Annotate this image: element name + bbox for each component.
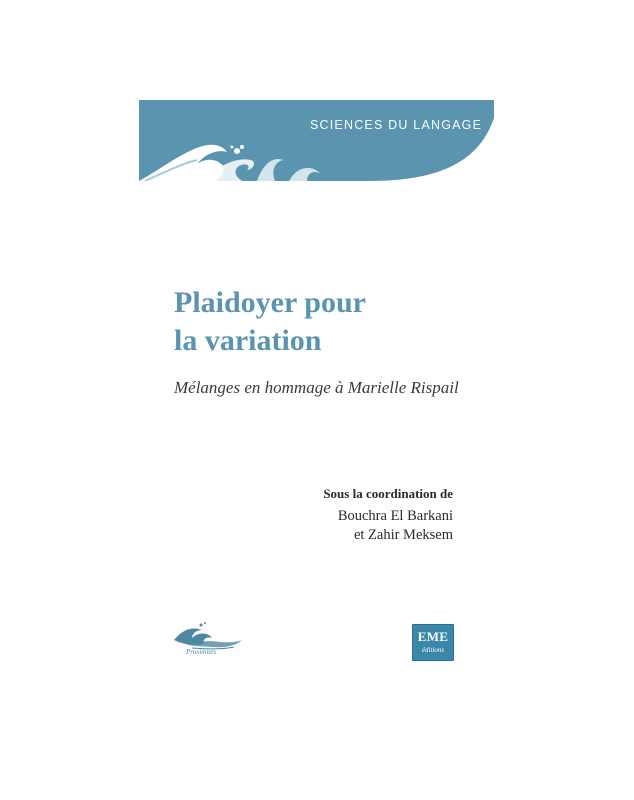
publisher-logo [412, 624, 454, 661]
coordination-block [323, 485, 453, 545]
title-line-2: la variation [174, 324, 322, 357]
series-banner [139, 100, 494, 181]
book-title [174, 284, 366, 360]
series-label: SCIENCES DU LANGAGE [310, 118, 483, 132]
coordinator-name-1: Bouchra El Barkani [337, 508, 453, 524]
publisher-logo-sub: éditions [421, 646, 445, 654]
wave-icon [139, 100, 494, 181]
title-line-1: Plaidoyer pour [174, 286, 366, 319]
coordinator-name-2: et Zahir Meksem [353, 527, 453, 543]
collection-logo-text: Proximités [186, 648, 217, 656]
book-subtitle: Mélanges en hommage à Marielle Rispail [174, 378, 459, 397]
publisher-logo-main: EME [417, 629, 449, 644]
coordination-heading: Sous la coordination de [323, 486, 453, 501]
